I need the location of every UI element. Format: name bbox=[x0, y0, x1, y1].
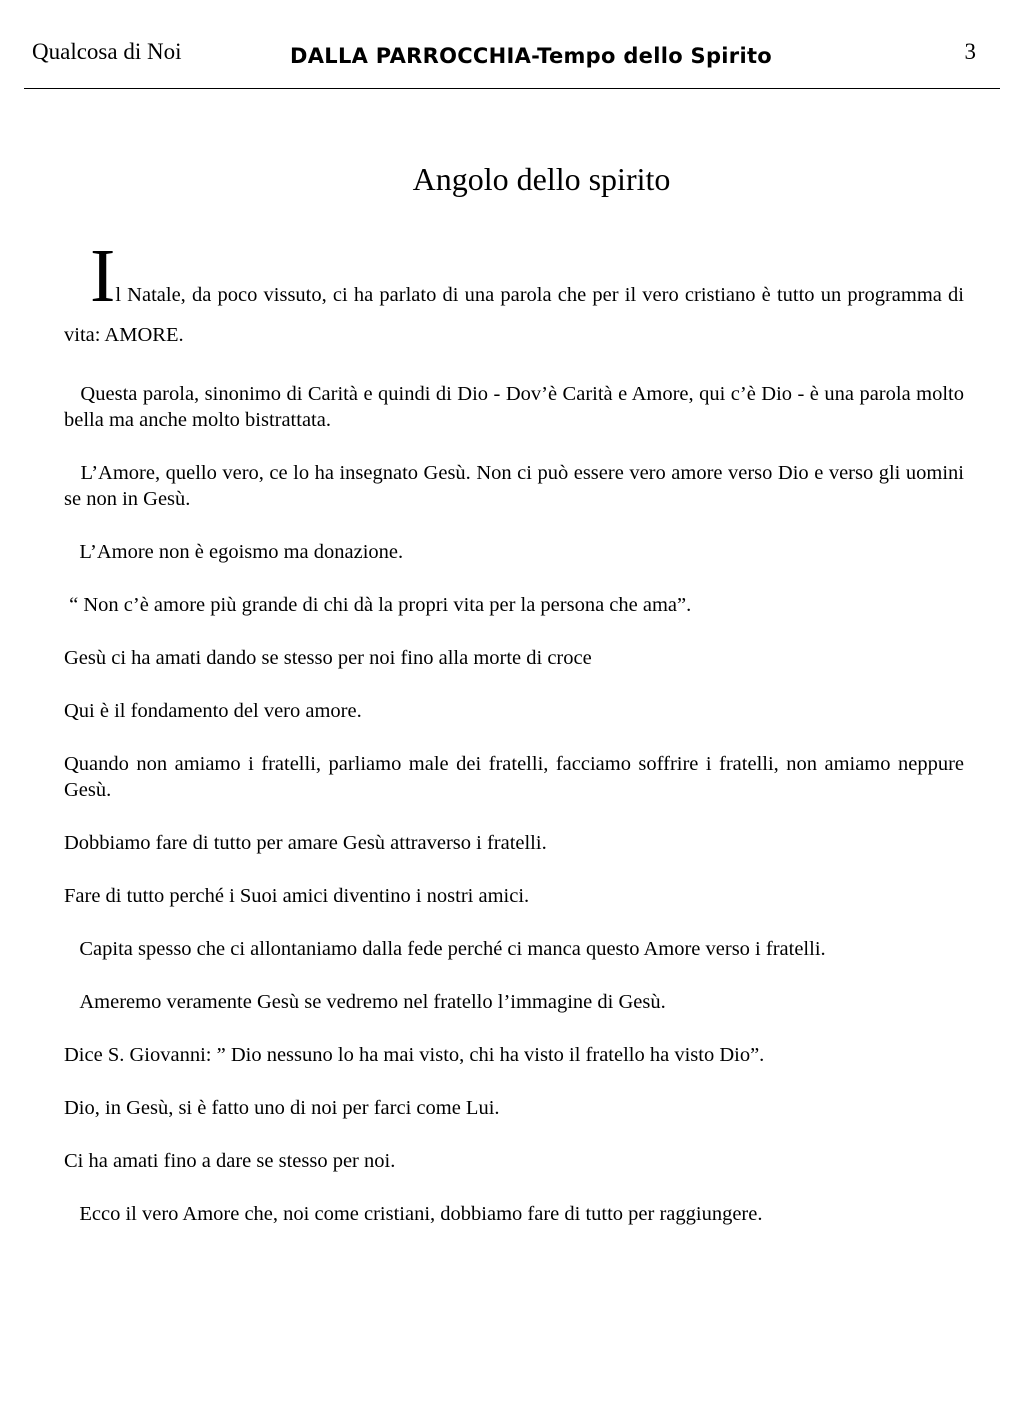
paragraph: Dice S. Giovanni: ” Dio nessuno lo ha mai visto, chi ha visto il fratello ha visto Dio”. bbox=[64, 1044, 765, 1066]
drop-cap: I bbox=[90, 234, 116, 318]
paragraph: Capita spesso che ci allontaniamo dalla fede perché ci manca questo Amore verso i fratelli. bbox=[64, 938, 826, 960]
paragraph: Questa parola, sinonimo di Carità e quindi di Dio - Dov’è Carità e Amore, qui c’è Dio - è una parola molto bella ma anche molto bistrattata. bbox=[64, 383, 964, 431]
paragraph: L’Amore non è egoismo ma donazione. bbox=[64, 541, 404, 563]
paragraph: Qui è il fondamento del vero amore. bbox=[64, 700, 362, 722]
article-title: Angolo dello spirito bbox=[412, 161, 671, 197]
paragraph: Ecco il vero Amore che, noi come cristiani, dobbiamo fare di tutto per raggiungere. bbox=[64, 1203, 763, 1225]
first-paragraph bbox=[64, 234, 964, 355]
paragraph: Gesù ci ha amati dando se stesso per noi fino alla morte di croce bbox=[64, 647, 592, 669]
first-paragraph-text: l Natale, da poco vissuto, ci ha parlato di una parola che per il vero cristiano è tutto un programma di vita: AMORE. bbox=[64, 284, 964, 346]
paragraph: Ci ha amati fino a dare se stesso per noi. bbox=[64, 1150, 396, 1172]
paragraph: Dio, in Gesù, si è fatto uno di noi per farci come Lui. bbox=[64, 1097, 500, 1119]
page-number: 3 bbox=[964, 39, 976, 64]
paragraph: Dobbiamo fare di tutto per amare Gesù attraverso i fratelli. bbox=[64, 832, 547, 854]
article-body bbox=[64, 234, 964, 1227]
paragraph: L’Amore, quello vero, ce lo ha insegnato Gesù. Non ci può essere vero amore verso Dio e verso gli uomini se non in Gesù. bbox=[64, 462, 964, 510]
page-header bbox=[24, 28, 1000, 89]
publication-name: Qualcosa di Noi bbox=[32, 39, 182, 64]
paragraph: Fare di tutto perché i Suoi amici diventino i nostri amici. bbox=[64, 885, 530, 907]
paragraph: Ameremo veramente Gesù se vedremo nel fratello l’immagine di Gesù. bbox=[64, 991, 666, 1013]
paragraph: “ Non c’è amore più grande di chi dà la propri vita per la persona che ama”. bbox=[64, 594, 692, 616]
paragraph: Quando non amiamo i fratelli, parliamo male dei fratelli, facciamo soffrire i fratelli, non amiamo neppure Gesù. bbox=[64, 753, 964, 801]
section-title: DALLA PARROCCHIA-Tempo dello Spirito bbox=[290, 44, 773, 68]
